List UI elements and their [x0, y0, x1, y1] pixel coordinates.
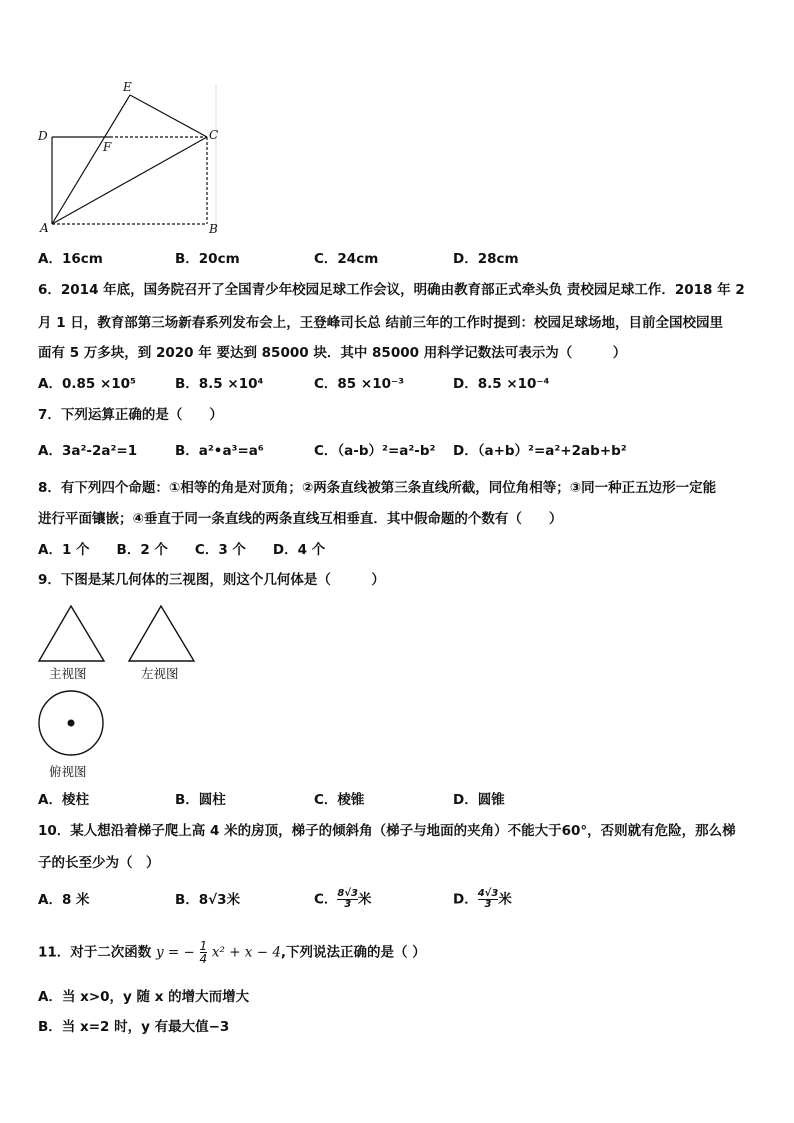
- q5-option-b: B．20cm: [175, 251, 240, 267]
- q6-option-d: D．8.5 ×10⁻⁴: [453, 376, 550, 392]
- q10-option-d: D． $\frac{4√3}{3}$ 米: [453, 888, 512, 910]
- point-label-b: B: [209, 222, 218, 236]
- q11-option-a: A．当 x>0，y 随 x 的增大而增大: [38, 989, 250, 1005]
- q10-option-b: B．8√3米: [175, 892, 241, 908]
- q7-option-b: B．a²•a³=a⁶: [175, 443, 264, 459]
- q6-option-a: A．0.85 ×10⁵: [38, 376, 136, 392]
- q8-options: A．1 个 B．2 个 C．3 个 D．4 个: [38, 542, 326, 558]
- point-label-f: F: [103, 140, 112, 154]
- q5-option-d: D．28cm: [453, 251, 519, 267]
- q10-option-c-fraction: $\frac{8√3}{3}$: [337, 888, 359, 910]
- q5-option-c: C．24cm: [314, 251, 379, 267]
- q10-stem-line-1: 10．某人想沿着梯子爬上高 4 米的房顶，梯子的倾斜角（梯子与地面的夹角）不能大于60°，否则就有危险，那么梯: [38, 823, 736, 839]
- q9-option-a: A．棱柱: [38, 792, 89, 808]
- q8-stem-line-1: 8．有下列四个命题：①相等的角是对顶角；②两条直线被第三条直线所截，同位角相等；③同一种正五边形一定能: [38, 480, 717, 496]
- q10-option-a: A．8 米: [38, 892, 90, 908]
- q11-option-b: B．当 x=2 时，y 有最大值−3: [38, 1019, 230, 1035]
- q11-fraction: $\frac{1}{4}$: [199, 939, 208, 966]
- q11-stem: 11．对于二次函数 y = − $\frac{1}{4}$ x² + x − 4,下列说法正确的是（ ）: [38, 939, 426, 966]
- q9-option-b: B．圆柱: [175, 792, 226, 808]
- q9-stem: 9．下图是某几何体的三视图，则这个几何体是（ ）: [38, 572, 385, 588]
- q9-top-view-label: 俯视图: [49, 764, 87, 779]
- q7-stem: 7．下列运算正确的是（ ）: [38, 407, 223, 423]
- q7-option-d: D．（a+b）²=a²+2ab+b²: [453, 443, 627, 459]
- q7-option-c: C．（a-b）²=a²-b²: [314, 443, 436, 459]
- q10-option-d-fraction: $\frac{4√3}{3}$: [477, 888, 499, 910]
- point-label-c: C: [209, 128, 219, 142]
- q10-option-c: C． $\frac{8√3}{3}$ 米: [314, 888, 372, 910]
- q9-option-c: C．棱锥: [314, 792, 365, 808]
- q9-front-view-label: 主视图: [49, 666, 87, 681]
- q8-stem-line-2: 进行平面镶嵌；④垂直于同一条直线的两条直线互相垂直．其中假命题的个数有（ ）: [38, 511, 563, 527]
- q9-option-d: D．圆锥: [453, 792, 505, 808]
- point-label-e: E: [123, 80, 132, 94]
- point-label-d: D: [38, 129, 48, 143]
- q9-left-view-label: 左视图: [141, 666, 179, 681]
- q10-stem-line-2: 子的长至少为（ ）: [38, 855, 160, 871]
- q7-option-a: A．3a²-2a²=1: [38, 443, 138, 459]
- q6-stem-line-2: 月 1 日，教育部第三场新春系列发布会上，王登峰司长总 结前三年的工作时提到：校园足球场地，目前全国校园里: [38, 315, 723, 331]
- q6-stem-line-1: 6．2014 年底，国务院召开了全国青少年校园足球工作会议，明确由教育部正式牵头负 责校园足球工作．2018 年 2: [38, 282, 745, 298]
- point-label-a: A: [40, 221, 49, 235]
- q6-stem-line-3: 面有 5 万多块，到 2020 年 要达到 85000 块．其中 85000 用科学记数法可表示为（ ）: [38, 345, 627, 361]
- q6-option-b: B．8.5 ×10⁴: [175, 376, 264, 392]
- q6-option-c: C．85 ×10⁻³: [314, 376, 405, 392]
- q5-option-a: A．16cm: [38, 251, 103, 267]
